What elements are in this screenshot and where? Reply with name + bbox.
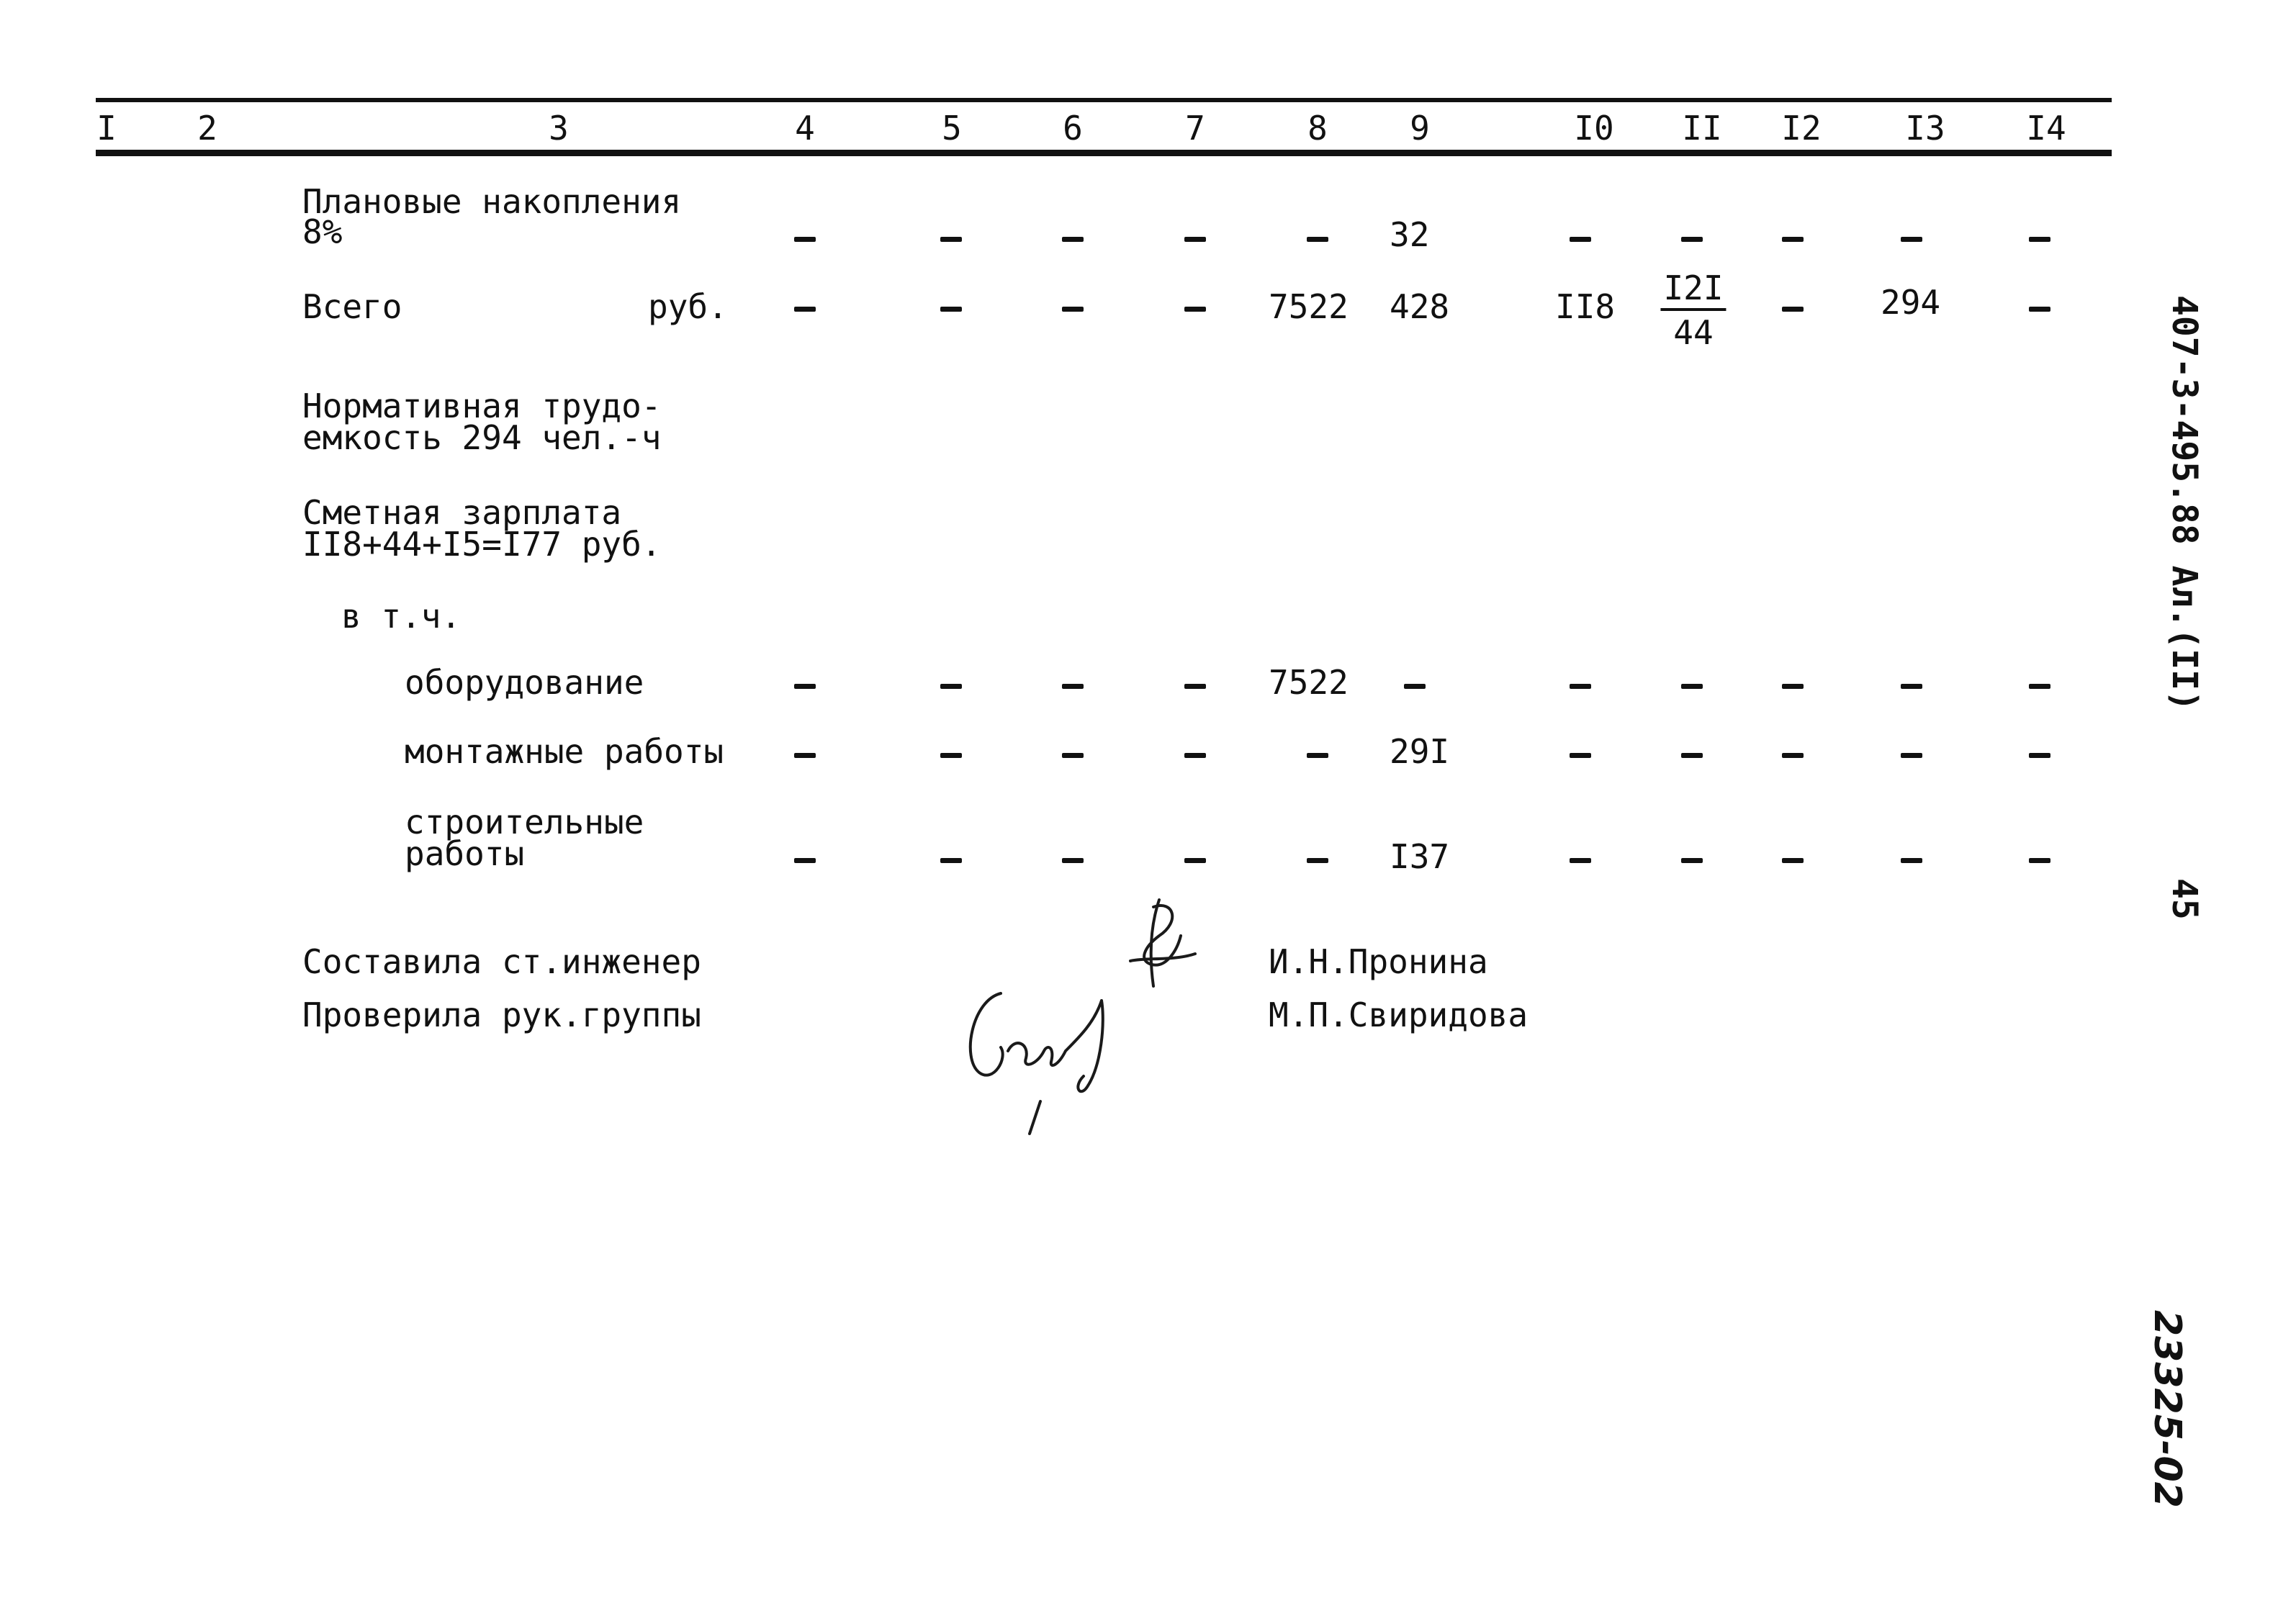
col-header-2: 2 — [197, 109, 217, 148]
col-header-13: I3 — [1905, 109, 1945, 148]
construction-dash-col14 — [2029, 858, 2050, 863]
total-col9-value: 428 — [1390, 287, 1450, 326]
construction-dash-col12 — [1782, 858, 1804, 863]
equipment-label: оборудование — [405, 663, 644, 702]
equipment-dash-col12 — [1782, 684, 1804, 689]
total-dash-col5 — [940, 307, 962, 312]
labor-line2: емкость 294 чел.-ч — [302, 418, 662, 457]
construction-dash-col13 — [1901, 858, 1922, 863]
col-header-4: 4 — [795, 109, 815, 148]
planned-dash-col11 — [1681, 237, 1703, 242]
mounting-dash-col4 — [794, 753, 816, 758]
construction-dash-col8 — [1307, 858, 1328, 863]
planned-dash-col13 — [1901, 237, 1922, 242]
total-dash-col12 — [1782, 307, 1804, 312]
mounting-dash-col10 — [1570, 753, 1591, 758]
col-header-9: 9 — [1410, 109, 1430, 148]
construction-dash-col11 — [1681, 858, 1703, 863]
construction-line2: работы — [405, 834, 525, 873]
salary-line1: Сметная зарплата — [302, 493, 622, 532]
construction-dash-col6 — [1062, 858, 1084, 863]
mounting-col9-value: 29I — [1390, 732, 1450, 771]
page-number: 45 — [2164, 878, 2205, 920]
total-dash-col6 — [1062, 307, 1084, 312]
mounting-label: монтажные работы — [405, 732, 724, 771]
checked-role: Проверила рук.группы — [302, 996, 701, 1034]
total-unit: руб. — [648, 287, 728, 326]
total-col13-value: 294 — [1881, 283, 1941, 322]
construction-dash-col7 — [1184, 858, 1206, 863]
col-header-6: 6 — [1063, 109, 1083, 148]
construction-dash-col10 — [1570, 858, 1591, 863]
total-dash-col7 — [1184, 307, 1206, 312]
compiled-name: И.Н.Пронина — [1269, 942, 1488, 981]
planned-dash-col8 — [1307, 237, 1328, 242]
col-header-5: 5 — [942, 109, 962, 148]
mounting-dash-col14 — [2029, 753, 2050, 758]
planned-dash-col12 — [1782, 237, 1804, 242]
col-header-8: 8 — [1307, 109, 1328, 148]
planned-dash-col5 — [940, 237, 962, 242]
labor-line1: Нормативная трудо- — [302, 387, 662, 425]
equipment-dash-col6 — [1062, 684, 1084, 689]
construction-dash-col4 — [794, 858, 816, 863]
equipment-dash-col4 — [794, 684, 816, 689]
planned-dash-col6 — [1062, 237, 1084, 242]
total-col11-numerator: I2I — [1660, 269, 1726, 311]
mounting-dash-col12 — [1782, 753, 1804, 758]
construction-dash-col5 — [940, 858, 962, 863]
equipment-col8-value: 7522 — [1269, 663, 1349, 702]
planned-label-line2: 8% — [302, 212, 343, 251]
incl-label: в т.ч. — [341, 597, 462, 636]
checked-name: М.П.Свиридова — [1269, 996, 1529, 1034]
total-col8-value: 7522 — [1269, 287, 1349, 326]
planned-label-line1: Плановые накопления — [302, 182, 682, 221]
total-col11-denominator: 44 — [1673, 313, 1714, 352]
equipment-dash-col5 — [940, 684, 962, 689]
mounting-dash-col7 — [1184, 753, 1206, 758]
planned-dash-col7 — [1184, 237, 1206, 242]
mounting-dash-col6 — [1062, 753, 1084, 758]
construction-col9-value: I37 — [1390, 837, 1450, 876]
mounting-dash-col11 — [1681, 753, 1703, 758]
mounting-dash-col8 — [1307, 753, 1328, 758]
equipment-dash-col14 — [2029, 684, 2050, 689]
total-dash-col4 — [794, 307, 816, 312]
col-header-3: 3 — [549, 109, 569, 148]
col-header-11: II — [1682, 109, 1722, 148]
col-header-14: I4 — [2026, 109, 2066, 148]
col-header-1: I — [96, 109, 117, 148]
planned-dash-col14 — [2029, 237, 2050, 242]
doc-code: 407-3-495.88 Ал.(II) — [2164, 295, 2205, 711]
col-header-12: I2 — [1781, 109, 1822, 148]
stamp-number: 23325-02 — [2146, 1310, 2189, 1508]
equipment-dash-col9 — [1404, 684, 1426, 689]
total-col10-value: II8 — [1555, 287, 1616, 326]
header-bottom-rule — [96, 150, 2112, 156]
mounting-dash-col13 — [1901, 753, 1922, 758]
planned-dash-col10 — [1570, 237, 1591, 242]
total-dash-col14 — [2029, 307, 2050, 312]
compiled-role: Составила ст.инженер — [302, 942, 701, 981]
planned-dash-col4 — [794, 237, 816, 242]
equipment-dash-col10 — [1570, 684, 1591, 689]
equipment-dash-col13 — [1901, 684, 1922, 689]
construction-line1: строительные — [405, 803, 644, 841]
equipment-dash-col11 — [1681, 684, 1703, 689]
col-header-10: I0 — [1574, 109, 1614, 148]
planned-col9-value: 32 — [1390, 215, 1430, 254]
total-col11-fraction — [1660, 269, 1726, 351]
equipment-dash-col7 — [1184, 684, 1206, 689]
col-header-7: 7 — [1185, 109, 1205, 148]
total-label: Всего — [302, 287, 402, 326]
header-top-rule — [96, 98, 2112, 102]
mounting-dash-col5 — [940, 753, 962, 758]
salary-line2: II8+44+I5=I77 руб. — [302, 525, 662, 564]
signature-checked — [958, 979, 1174, 1137]
